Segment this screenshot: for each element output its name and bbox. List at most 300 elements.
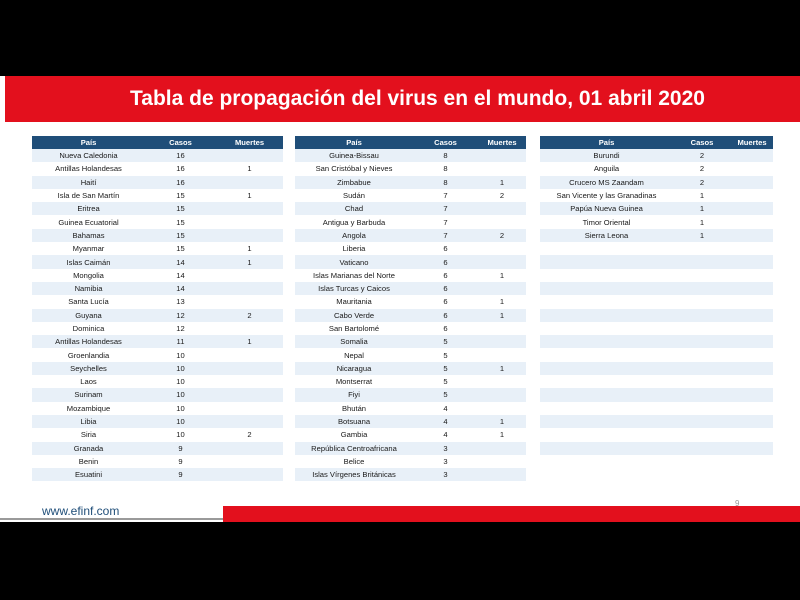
cases-table-2 — [295, 136, 526, 481]
cell-pais: Namibia — [32, 282, 145, 295]
cell-casos: 6 — [413, 282, 478, 295]
table-row — [540, 269, 773, 282]
table-row — [295, 375, 526, 388]
cell-casos — [673, 388, 731, 401]
cell-pais: Nicaragua — [295, 362, 413, 375]
cell-pais: Zimbabue — [295, 176, 413, 189]
cell-pais — [540, 269, 673, 282]
cell-muertes — [731, 442, 773, 455]
cell-muertes — [478, 402, 526, 415]
cell-pais — [540, 255, 673, 268]
cell-pais: Islas Vírgenes Británicas — [295, 468, 413, 481]
header-casos: Casos — [673, 136, 731, 149]
cell-casos — [673, 295, 731, 308]
cell-muertes — [216, 269, 283, 282]
cell-muertes: 2 — [216, 428, 283, 441]
cell-pais — [540, 335, 673, 348]
cell-muertes — [731, 455, 773, 468]
cell-pais — [540, 388, 673, 401]
table-row — [295, 388, 526, 401]
cell-pais: Groenlandia — [32, 348, 145, 361]
cell-muertes — [731, 242, 773, 255]
table-row — [295, 215, 526, 228]
cell-muertes — [216, 215, 283, 228]
cell-muertes — [478, 202, 526, 215]
table-row — [32, 415, 283, 428]
cell-casos: 5 — [413, 362, 478, 375]
cell-pais: Antigua y Barbuda — [295, 215, 413, 228]
table-row — [32, 428, 283, 441]
cell-muertes — [478, 442, 526, 455]
table-row — [295, 189, 526, 202]
cell-pais: Islas Caimán — [32, 255, 145, 268]
table-row — [295, 322, 526, 335]
cell-muertes — [216, 295, 283, 308]
cell-casos: 10 — [145, 375, 216, 388]
table-row — [295, 455, 526, 468]
cell-muertes — [478, 242, 526, 255]
cell-muertes — [731, 229, 773, 242]
cell-pais: Bhután — [295, 402, 413, 415]
cell-casos — [673, 322, 731, 335]
cell-muertes — [478, 348, 526, 361]
table-row — [540, 362, 773, 375]
header-casos: Casos — [145, 136, 216, 149]
cell-pais: Timor Oriental — [540, 215, 673, 228]
table-row — [540, 455, 773, 468]
table-row — [32, 162, 283, 175]
table-row — [295, 402, 526, 415]
cell-casos: 15 — [145, 229, 216, 242]
cell-muertes — [478, 388, 526, 401]
table-row — [32, 348, 283, 361]
cell-casos: 14 — [145, 269, 216, 282]
table-row — [295, 348, 526, 361]
cell-casos — [673, 335, 731, 348]
cell-pais — [540, 322, 673, 335]
cell-pais: Isla de San Martín — [32, 189, 145, 202]
table-row — [540, 189, 773, 202]
cell-pais: Anguila — [540, 162, 673, 175]
cell-casos: 6 — [413, 255, 478, 268]
cell-muertes: 1 — [478, 428, 526, 441]
table-row — [295, 202, 526, 215]
cell-casos — [673, 415, 731, 428]
table-row — [295, 149, 526, 162]
cell-muertes: 1 — [216, 162, 283, 175]
cell-pais: República Centroafricana — [295, 442, 413, 455]
table-row — [295, 282, 526, 295]
cell-casos: 9 — [145, 455, 216, 468]
cases-table-1 — [32, 136, 283, 481]
cell-pais: Cabo Verde — [295, 309, 413, 322]
cell-casos: 10 — [145, 402, 216, 415]
cell-muertes — [731, 269, 773, 282]
cell-muertes — [478, 335, 526, 348]
cell-pais: Belice — [295, 455, 413, 468]
table-row — [32, 282, 283, 295]
cell-pais: Sudán — [295, 189, 413, 202]
cell-pais — [540, 282, 673, 295]
table-row — [32, 402, 283, 415]
cell-pais: Guinea Ecuatorial — [32, 215, 145, 228]
cell-casos: 1 — [673, 189, 731, 202]
cell-muertes: 1 — [478, 176, 526, 189]
cell-pais: Botsuana — [295, 415, 413, 428]
cell-pais: Myanmar — [32, 242, 145, 255]
table-row — [540, 335, 773, 348]
cell-pais: Libia — [32, 415, 145, 428]
cell-pais: Guyana — [32, 309, 145, 322]
cell-pais: Antillas Holandesas — [32, 162, 145, 175]
cell-muertes — [731, 149, 773, 162]
cell-pais: Somalia — [295, 335, 413, 348]
table-row — [540, 388, 773, 401]
cell-casos: 2 — [673, 176, 731, 189]
cell-pais: Sierra Leona — [540, 229, 673, 242]
cell-muertes — [478, 282, 526, 295]
cell-casos: 15 — [145, 189, 216, 202]
cell-muertes: 2 — [478, 229, 526, 242]
table-row — [32, 375, 283, 388]
cell-muertes — [478, 375, 526, 388]
cell-muertes — [216, 415, 283, 428]
cell-muertes: 1 — [478, 362, 526, 375]
cell-muertes: 1 — [478, 269, 526, 282]
cell-muertes — [478, 255, 526, 268]
table-row — [32, 149, 283, 162]
cell-casos: 13 — [145, 295, 216, 308]
cell-muertes — [731, 415, 773, 428]
cell-muertes — [216, 375, 283, 388]
table-row — [32, 388, 283, 401]
cell-muertes — [731, 176, 773, 189]
table-row — [540, 402, 773, 415]
cell-muertes — [216, 442, 283, 455]
cell-casos: 15 — [145, 215, 216, 228]
cell-casos: 2 — [673, 162, 731, 175]
cell-muertes — [731, 189, 773, 202]
page-number: 9 — [735, 499, 740, 508]
cell-pais: Esuatini — [32, 468, 145, 481]
table-row — [540, 242, 773, 255]
cell-casos: 8 — [413, 176, 478, 189]
table-row — [295, 468, 526, 481]
table-row — [32, 202, 283, 215]
table-row — [295, 295, 526, 308]
cell-casos: 6 — [413, 322, 478, 335]
cell-casos: 6 — [413, 242, 478, 255]
cell-muertes — [731, 335, 773, 348]
cell-pais — [540, 375, 673, 388]
table-row — [295, 162, 526, 175]
table-row — [32, 468, 283, 481]
cell-casos: 14 — [145, 282, 216, 295]
table-row — [32, 215, 283, 228]
cell-casos: 2 — [673, 149, 731, 162]
table-row — [540, 309, 773, 322]
slide — [0, 76, 800, 522]
title-band — [5, 76, 800, 122]
cell-casos: 10 — [145, 388, 216, 401]
cell-casos: 8 — [413, 162, 478, 175]
cell-muertes — [731, 215, 773, 228]
cell-muertes: 1 — [216, 242, 283, 255]
cell-pais — [540, 402, 673, 415]
cell-pais: Chad — [295, 202, 413, 215]
table-row — [32, 455, 283, 468]
cell-casos: 7 — [413, 189, 478, 202]
cell-pais: Nepal — [295, 348, 413, 361]
cell-muertes — [216, 322, 283, 335]
cell-muertes: 1 — [216, 189, 283, 202]
cell-casos — [673, 282, 731, 295]
cell-casos: 12 — [145, 309, 216, 322]
table-row — [32, 335, 283, 348]
cell-pais: Guinea-Bissau — [295, 149, 413, 162]
cell-casos: 6 — [413, 295, 478, 308]
header-pais: País — [32, 136, 145, 149]
cell-pais — [540, 348, 673, 361]
cell-pais: Burundi — [540, 149, 673, 162]
cell-muertes — [731, 295, 773, 308]
cell-casos — [673, 362, 731, 375]
cell-casos: 1 — [673, 202, 731, 215]
cell-muertes — [216, 362, 283, 375]
cell-pais: Papúa Nueva Guinea — [540, 202, 673, 215]
table-row — [540, 282, 773, 295]
table-row — [540, 375, 773, 388]
cell-pais: Islas Turcas y Caicos — [295, 282, 413, 295]
cell-muertes — [478, 215, 526, 228]
table-row — [540, 428, 773, 441]
cell-casos: 6 — [413, 309, 478, 322]
table-row — [540, 348, 773, 361]
cell-casos: 14 — [145, 255, 216, 268]
cell-casos — [673, 402, 731, 415]
cell-muertes: 1 — [478, 309, 526, 322]
cell-muertes — [216, 282, 283, 295]
cell-casos — [673, 255, 731, 268]
cell-casos: 6 — [413, 269, 478, 282]
cell-pais — [540, 295, 673, 308]
cell-muertes: 2 — [478, 189, 526, 202]
cell-casos: 15 — [145, 202, 216, 215]
table-row — [32, 176, 283, 189]
table-row — [32, 242, 283, 255]
cell-pais — [540, 415, 673, 428]
cell-casos: 16 — [145, 176, 216, 189]
footer-red-band — [223, 506, 800, 522]
cell-casos: 1 — [673, 215, 731, 228]
table-row — [32, 362, 283, 375]
cell-casos: 10 — [145, 415, 216, 428]
cell-pais: Montserrat — [295, 375, 413, 388]
cell-muertes: 1 — [478, 415, 526, 428]
cell-casos: 9 — [145, 442, 216, 455]
cell-casos: 1 — [673, 229, 731, 242]
cell-muertes — [731, 388, 773, 401]
cell-casos: 3 — [413, 468, 478, 481]
cell-pais: San Cristóbal y Nieves — [295, 162, 413, 175]
cell-pais: Surinam — [32, 388, 145, 401]
cell-pais: Mongolia — [32, 269, 145, 282]
cell-pais: Islas Marianas del Norte — [295, 269, 413, 282]
cell-pais — [540, 309, 673, 322]
header-pais: País — [540, 136, 673, 149]
header-pais: País — [295, 136, 413, 149]
cell-muertes — [216, 176, 283, 189]
table-row — [295, 428, 526, 441]
table-row — [295, 335, 526, 348]
slide-title: Tabla de propagación del virus en el mundo, 01 abril 2020 — [130, 87, 705, 110]
table-row — [295, 415, 526, 428]
table-row — [32, 322, 283, 335]
table-header-row — [540, 136, 773, 149]
cell-pais — [540, 428, 673, 441]
header-muertes: Muertes — [731, 136, 773, 149]
cell-muertes: 1 — [478, 295, 526, 308]
cell-pais: Nueva Caledonia — [32, 149, 145, 162]
footer-divider — [0, 518, 223, 520]
table-row — [540, 229, 773, 242]
cell-muertes — [216, 348, 283, 361]
cell-muertes — [216, 402, 283, 415]
cell-casos — [673, 348, 731, 361]
cell-muertes — [216, 468, 283, 481]
cell-pais: Antillas Holandesas — [32, 335, 145, 348]
cell-pais — [540, 362, 673, 375]
table-row — [295, 362, 526, 375]
cell-casos: 7 — [413, 202, 478, 215]
cell-pais: Dominica — [32, 322, 145, 335]
cell-casos: 7 — [413, 229, 478, 242]
cell-pais: Benin — [32, 455, 145, 468]
cell-muertes: 1 — [216, 335, 283, 348]
cell-pais: Bahamas — [32, 229, 145, 242]
table-row — [540, 176, 773, 189]
cell-casos: 11 — [145, 335, 216, 348]
footer-website-link[interactable]: www.efinf.com — [42, 504, 120, 518]
cell-muertes — [478, 149, 526, 162]
cell-casos: 16 — [145, 149, 216, 162]
cell-casos: 8 — [413, 149, 478, 162]
cell-muertes — [731, 162, 773, 175]
cell-pais: Mauritania — [295, 295, 413, 308]
cell-casos: 5 — [413, 375, 478, 388]
cell-pais: Santa Lucía — [32, 295, 145, 308]
cell-muertes: 2 — [216, 309, 283, 322]
cell-muertes — [731, 402, 773, 415]
cell-pais — [540, 455, 673, 468]
cell-casos: 5 — [413, 348, 478, 361]
cell-muertes — [216, 149, 283, 162]
cell-casos: 10 — [145, 348, 216, 361]
table-row — [540, 442, 773, 455]
cell-pais: Mozambique — [32, 402, 145, 415]
cell-pais: Crucero MS Zaandam — [540, 176, 673, 189]
table-row — [32, 295, 283, 308]
cell-muertes: 1 — [216, 255, 283, 268]
cell-pais: Liberia — [295, 242, 413, 255]
table-row — [295, 242, 526, 255]
cell-muertes — [731, 309, 773, 322]
cell-casos: 4 — [413, 415, 478, 428]
cell-pais: Laos — [32, 375, 145, 388]
table-row — [540, 295, 773, 308]
cell-pais: Angola — [295, 229, 413, 242]
cell-pais: Siria — [32, 428, 145, 441]
cell-casos: 16 — [145, 162, 216, 175]
cell-muertes — [731, 202, 773, 215]
cell-pais: Vaticano — [295, 255, 413, 268]
cell-muertes — [731, 348, 773, 361]
cell-casos: 15 — [145, 242, 216, 255]
table-row — [295, 309, 526, 322]
cell-pais: San Vicente y las Granadinas — [540, 189, 673, 202]
cell-casos: 4 — [413, 402, 478, 415]
cell-casos: 5 — [413, 335, 478, 348]
cell-pais — [540, 242, 673, 255]
cell-muertes — [216, 229, 283, 242]
table-row — [295, 229, 526, 242]
cell-muertes — [478, 162, 526, 175]
table-row — [32, 269, 283, 282]
cell-casos — [673, 455, 731, 468]
cell-casos: 12 — [145, 322, 216, 335]
table-row — [32, 255, 283, 268]
cell-muertes — [731, 322, 773, 335]
cases-table-3 — [540, 136, 773, 468]
table-row — [295, 269, 526, 282]
cell-casos: 3 — [413, 455, 478, 468]
cell-muertes — [216, 455, 283, 468]
table-row — [32, 309, 283, 322]
cell-muertes — [731, 282, 773, 295]
cell-muertes — [216, 202, 283, 215]
cell-muertes — [478, 468, 526, 481]
header-muertes: Muertes — [216, 136, 283, 149]
cell-casos: 10 — [145, 428, 216, 441]
cell-muertes — [216, 388, 283, 401]
cell-casos — [673, 269, 731, 282]
cell-casos — [673, 309, 731, 322]
table-row — [540, 162, 773, 175]
cell-pais: Fiyi — [295, 388, 413, 401]
table-row — [32, 442, 283, 455]
cell-casos: 10 — [145, 362, 216, 375]
table-row — [32, 189, 283, 202]
cell-muertes — [731, 375, 773, 388]
table-row — [540, 202, 773, 215]
cell-pais — [540, 442, 673, 455]
cell-pais: Haití — [32, 176, 145, 189]
header-casos: Casos — [413, 136, 478, 149]
table-row — [295, 255, 526, 268]
table-row — [540, 255, 773, 268]
cell-casos: 5 — [413, 388, 478, 401]
cell-casos: 3 — [413, 442, 478, 455]
cell-muertes — [731, 255, 773, 268]
cell-muertes — [478, 455, 526, 468]
cell-pais: Seychelles — [32, 362, 145, 375]
table-header-row — [32, 136, 283, 149]
cell-pais: San Bartolomé — [295, 322, 413, 335]
cell-pais: Gambia — [295, 428, 413, 441]
cell-casos — [673, 375, 731, 388]
cell-casos — [673, 442, 731, 455]
table-row — [295, 176, 526, 189]
